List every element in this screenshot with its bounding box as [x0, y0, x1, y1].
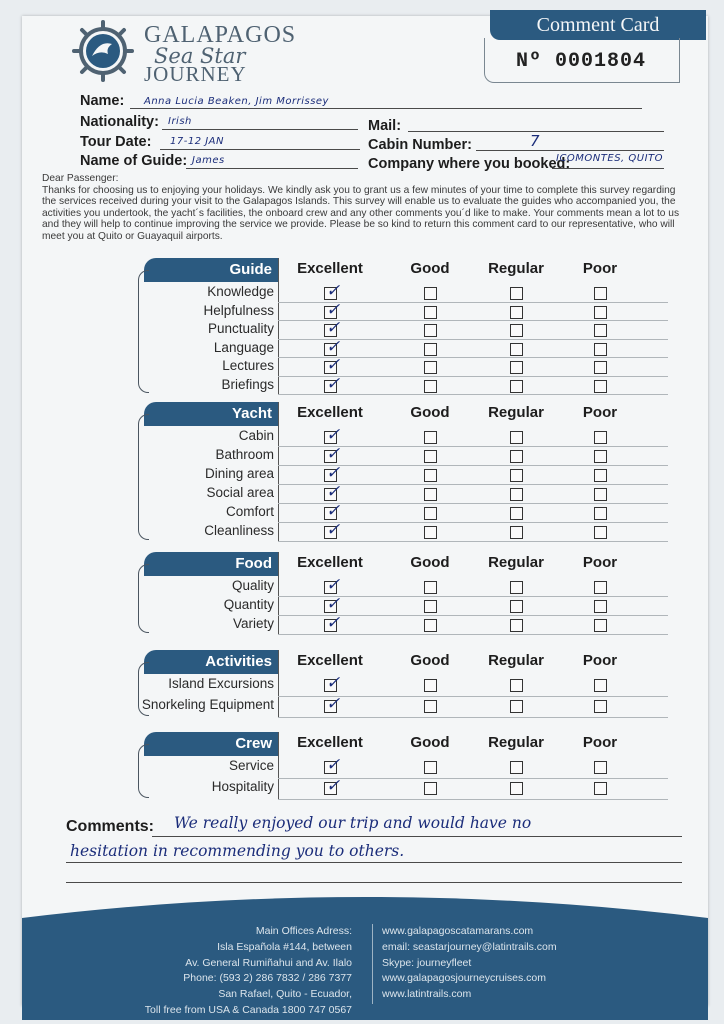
criterion-label: Quantity [223, 597, 274, 612]
checkmark-icon: ✓ [326, 355, 341, 374]
checkmark-icon: ✓ [326, 444, 341, 463]
intro-body: Thanks for choosing us to enjoying your holidays. We kindly ask you to grant us a few minutes of your time to complete this survey regarding the services received during your visit to the Galapagos Islands. This survey will enable us to evaluate the guides who accompanied you, the activities you undertook, the yacht´s facilities, the onboard crew and any other comments you´d like to make. Your comments mean a lot to us and they will help to continue improving the service we provide. Please be so kind to return this comment card to our representative, who will meet you at Quito or Guayaquil airports. [42, 184, 680, 242]
rating-checkbox-regular[interactable] [510, 380, 523, 393]
checkmark-icon: ✓ [326, 501, 341, 520]
criterion-label: Cabin [238, 428, 274, 443]
rating-checkbox-poor[interactable] [594, 343, 607, 356]
mail-label: Mail: [368, 118, 402, 134]
rating-checkbox-poor[interactable] [594, 507, 607, 520]
rating-checkbox-regular[interactable] [510, 324, 523, 337]
rating-checkbox-poor[interactable] [594, 380, 607, 393]
rating-checkbox-regular[interactable] [510, 600, 523, 613]
rating-checkbox-good[interactable] [424, 600, 437, 613]
footer-left-2: Av. General Rumiñahui and Av. Ilalo [185, 956, 352, 969]
rating-checkbox-good[interactable] [424, 488, 437, 501]
rating-header-2: Regular [488, 652, 544, 669]
section-title: Yacht [144, 402, 278, 426]
criterion-label: Language [213, 339, 274, 355]
cabin-label: Cabin Number: [368, 137, 472, 153]
footer-left-1: Isla Española #144, between [217, 940, 352, 953]
section-title: Guide [144, 258, 278, 282]
footer-right-0: www.galapagoscatamarans.com [382, 925, 534, 937]
tour-date-line [160, 149, 360, 150]
section-2 [134, 552, 674, 637]
checkmark-icon: ✓ [326, 318, 341, 337]
footer-right-2: Skype: journeyfleet [382, 956, 472, 969]
cabin-value: 7 [530, 132, 541, 150]
section-divider [278, 552, 279, 635]
row-rule [278, 541, 668, 542]
guide-name-value: James [192, 155, 225, 166]
footer-left-4: San Rafael, Quito - Ecuador, [218, 988, 352, 1001]
nationality-value: Irish [168, 116, 192, 127]
rating-checkbox-regular[interactable] [510, 306, 523, 319]
rating-checkbox-regular[interactable] [510, 343, 523, 356]
row-rule [278, 717, 668, 718]
rating-checkbox-poor[interactable] [594, 361, 607, 374]
rating-checkbox-poor[interactable] [594, 700, 607, 713]
section-1 [134, 402, 674, 544]
criterion-label: Island Excursions [168, 676, 274, 691]
rating-header-1: Good [410, 652, 450, 669]
intro-greeting: Dear Passenger: [42, 173, 119, 184]
checkmark-icon: ✓ [326, 463, 341, 482]
rating-checkbox-good[interactable] [424, 287, 437, 300]
rating-header-3: Poor [582, 734, 618, 751]
rating-checkbox-regular[interactable] [510, 287, 523, 300]
name-value: Anna Lucia Beaken, Jim Morrissey [144, 96, 329, 107]
criterion-label: Bathroom [215, 447, 274, 462]
comments-label: Comments: [66, 818, 155, 835]
rating-checkbox-regular[interactable] [510, 619, 523, 632]
checkmark-icon: ✓ [326, 613, 341, 632]
comments-rule-3 [66, 882, 682, 883]
rating-checkbox-poor[interactable] [594, 581, 607, 594]
rating-header-2: Regular [488, 404, 544, 421]
rating-checkbox-regular[interactable] [510, 488, 523, 501]
rating-checkbox-poor[interactable] [594, 679, 607, 692]
company-line [552, 168, 664, 169]
brand-line-2: Sea Star [154, 44, 246, 68]
rating-header-3: Poor [582, 404, 618, 421]
criterion-label: Hospitality [211, 779, 274, 794]
criterion-label: Service [228, 758, 274, 773]
section-title: Crew [144, 732, 278, 756]
rating-checkbox-regular[interactable] [510, 700, 523, 713]
footer-contacts [382, 924, 557, 1003]
rating-checkbox-good[interactable] [424, 526, 437, 539]
guide-name-label: Name of Guide: [80, 153, 188, 169]
section-divider [278, 650, 279, 718]
rating-checkbox-regular[interactable] [510, 469, 523, 482]
criterion-label: Comfort [225, 504, 274, 519]
checkmark-icon: ✓ [326, 520, 341, 539]
rating-checkbox-good[interactable] [424, 782, 437, 795]
checkmark-icon: ✓ [326, 594, 341, 613]
card-number: Nº 0001804 [516, 50, 647, 73]
tour-date-label: Tour Date: [80, 134, 152, 150]
company-label: Company where you booked: [368, 156, 571, 172]
rating-checkbox-poor[interactable] [594, 761, 607, 774]
criterion-label: Knowledge [207, 284, 274, 299]
criterion-label: Dining area [204, 466, 274, 481]
rating-checkbox-regular[interactable] [510, 450, 523, 463]
rating-checkbox-regular[interactable] [510, 431, 523, 444]
criterion-label: Variety [232, 616, 274, 631]
rating-header-2: Regular [488, 260, 544, 277]
section-title: Food [144, 552, 278, 576]
comments-rule-1 [152, 836, 682, 837]
rating-checkbox-poor[interactable] [594, 324, 607, 337]
tour-date-value: 17-12 JAN [170, 136, 225, 147]
rating-checkbox-poor[interactable] [594, 431, 607, 444]
footer-left-3: Phone: (593 2) 286 7832 / 286 7377 [183, 972, 352, 985]
rating-header-1: Good [410, 554, 450, 571]
company-value: ICOMONTES, QUITO [556, 153, 664, 164]
rating-checkbox-good[interactable] [424, 679, 437, 692]
brand-line-3: JOURNEY [144, 62, 247, 86]
rating-checkbox-poor[interactable] [594, 526, 607, 539]
criterion-label: Snorkeling Equipment [141, 697, 274, 712]
checkmark-icon: ✓ [326, 673, 341, 692]
section-divider [278, 732, 279, 800]
rating-checkbox-good[interactable] [424, 581, 437, 594]
rating-header-3: Poor [582, 652, 618, 669]
checkmark-icon: ✓ [326, 482, 341, 501]
rating-checkbox-regular[interactable] [510, 581, 523, 594]
rating-header-0: Excellent [297, 554, 363, 571]
comment-card-sheet [22, 14, 708, 1016]
rating-checkbox-good[interactable] [424, 324, 437, 337]
comments-line-2: hesitation in recommending you to others. [70, 842, 405, 860]
rating-header-0: Excellent [297, 260, 363, 277]
cabin-line [476, 150, 664, 151]
rating-checkbox-good[interactable] [424, 450, 437, 463]
comments-rule-2 [66, 862, 682, 863]
rating-checkbox-regular[interactable] [510, 782, 523, 795]
rating-checkbox-poor[interactable] [594, 619, 607, 632]
rating-header-3: Poor [582, 260, 618, 277]
rating-header-1: Good [410, 734, 450, 751]
section-divider [278, 258, 279, 395]
rating-header-1: Good [410, 260, 450, 277]
section-4 [134, 732, 674, 802]
rating-header-0: Excellent [297, 652, 363, 669]
criterion-label: Briefings [221, 376, 274, 392]
criterion-label: Social area [206, 485, 274, 500]
checkmark-icon: ✓ [326, 776, 341, 795]
rating-checkbox-good[interactable] [424, 700, 437, 713]
rating-checkbox-good[interactable] [424, 507, 437, 520]
checkmark-icon: ✓ [326, 299, 341, 319]
criterion-label: Quality [231, 578, 274, 593]
rating-checkbox-poor[interactable] [594, 782, 607, 795]
rating-checkbox-regular[interactable] [510, 526, 523, 539]
intro-text [42, 173, 692, 243]
rating-checkbox-poor[interactable] [594, 287, 607, 300]
section-0 [134, 258, 674, 397]
rating-header-2: Regular [488, 734, 544, 751]
checkmark-icon: ✓ [326, 694, 341, 713]
checkmark-icon: ✓ [326, 425, 341, 444]
criterion-label: Cleanliness [204, 523, 274, 538]
rating-checkbox-good[interactable] [424, 343, 437, 356]
name-line [130, 108, 642, 109]
row-rule [278, 799, 668, 800]
criterion-label: Helpfulness [203, 302, 274, 318]
rating-checkbox-regular[interactable] [510, 361, 523, 374]
rating-checkbox-good[interactable] [424, 761, 437, 774]
nationality-line [162, 129, 358, 130]
footer-left-5: Toll free from USA & Canada 1800 747 0567 [144, 1003, 352, 1016]
checkmark-icon: ✓ [326, 755, 341, 774]
name-label: Name: [80, 93, 125, 109]
nationality-label: Nationality: [80, 114, 159, 130]
checkmark-icon: ✓ [326, 281, 341, 300]
rating-header-0: Excellent [297, 734, 363, 751]
ship-wheel-logo-icon [72, 20, 134, 82]
comments-line-1: We really enjoyed our trip and would have no [174, 814, 532, 832]
section-divider [278, 402, 279, 542]
rating-header-2: Regular [488, 554, 544, 571]
rating-checkbox-good[interactable] [424, 619, 437, 632]
rating-header-1: Good [410, 404, 450, 421]
row-rule [278, 394, 668, 395]
checkmark-icon: ✓ [326, 373, 341, 393]
card-title: Comment Card [490, 10, 706, 40]
criterion-label: Lectures [222, 358, 274, 373]
rating-header-0: Excellent [297, 404, 363, 421]
footer-banner [22, 890, 708, 1020]
rating-checkbox-poor[interactable] [594, 450, 607, 463]
rating-checkbox-poor[interactable] [594, 469, 607, 482]
rating-checkbox-poor[interactable] [594, 306, 607, 319]
brand-line-1: GALAPAGOS [144, 22, 297, 48]
checkmark-icon: ✓ [326, 336, 341, 356]
rating-checkbox-good[interactable] [424, 469, 437, 482]
checkmark-icon: ✓ [326, 575, 341, 594]
footer-divider [372, 924, 373, 1004]
criterion-label: Punctuality [207, 321, 274, 336]
guide-name-line [186, 168, 358, 169]
rating-header-3: Poor [582, 554, 618, 571]
rating-checkbox-good[interactable] [424, 306, 437, 319]
row-rule [278, 634, 668, 635]
footer-right-4: www.latintrails.com [382, 988, 472, 1001]
rating-checkbox-regular[interactable] [510, 761, 523, 774]
rating-checkbox-regular[interactable] [510, 679, 523, 692]
section-3 [134, 650, 674, 720]
footer-left-0: Main Offices Adress: [255, 925, 352, 937]
rating-checkbox-good[interactable] [424, 361, 437, 374]
footer-address [145, 924, 352, 1019]
rating-checkbox-good[interactable] [424, 380, 437, 393]
rating-checkbox-poor[interactable] [594, 600, 607, 613]
section-title: Activities [144, 650, 278, 674]
rating-checkbox-good[interactable] [424, 431, 437, 444]
rating-checkbox-poor[interactable] [594, 488, 607, 501]
rating-checkbox-regular[interactable] [510, 507, 523, 520]
footer-right-3: www.galapagosjourneycruises.com [382, 972, 546, 985]
footer-right-1: email: seastarjourney@latintrails.com [382, 940, 557, 953]
